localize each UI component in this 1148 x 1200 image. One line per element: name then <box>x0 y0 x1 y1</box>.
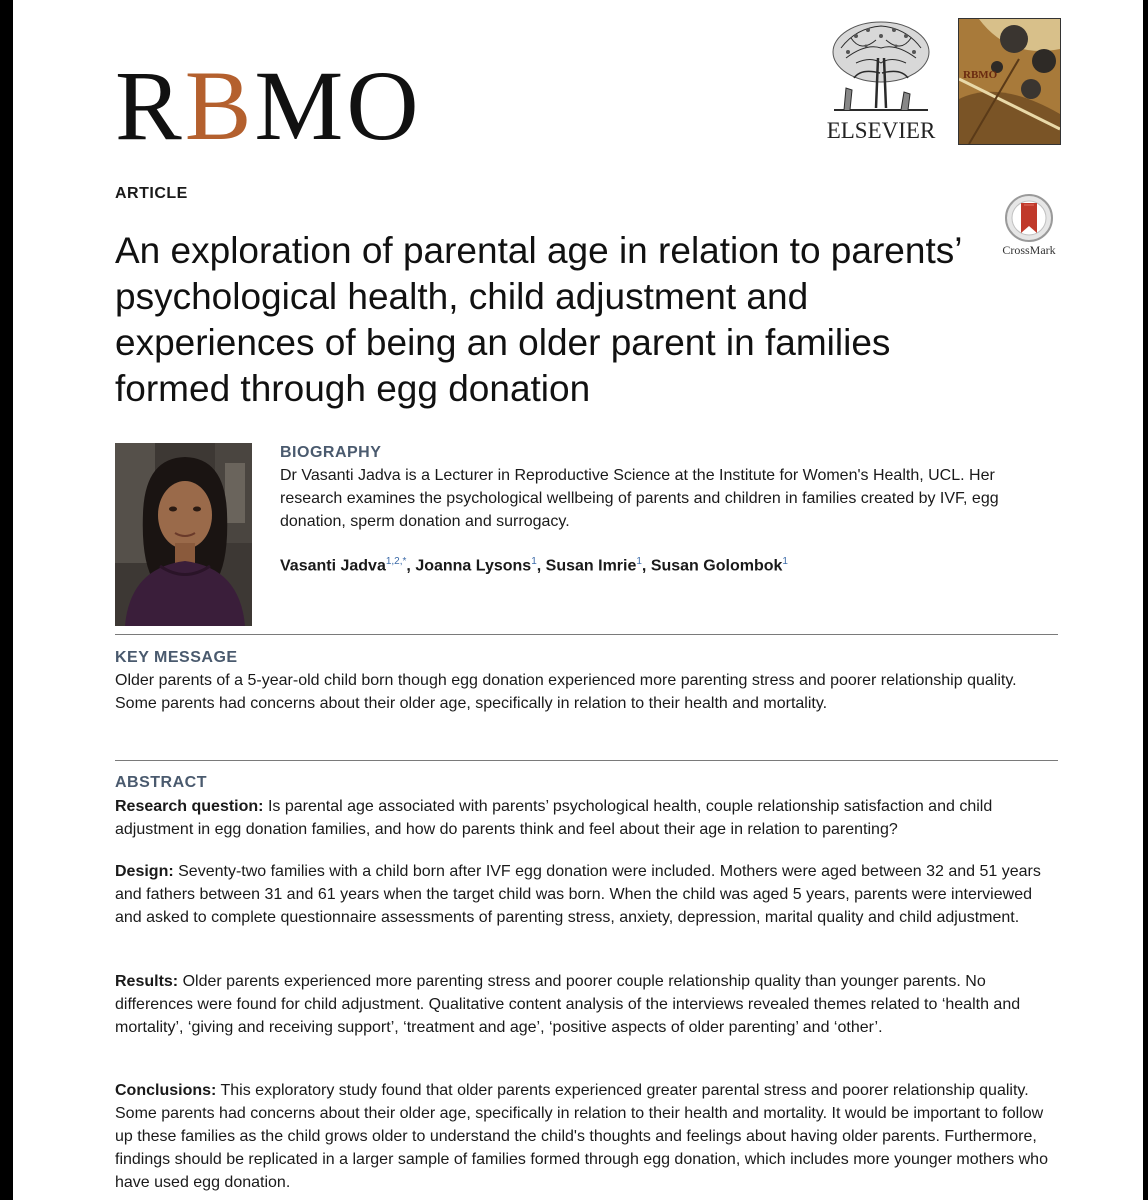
author-list: Vasanti Jadva$^{1,2,*}$, Joanna Lysons$^1$, Susan Imrie$^1$, Susan Golombok$^1$ <box>280 556 788 575</box>
author-photo <box>115 443 252 626</box>
article-title: An exploration of parental age in relation to parents’ psychological health, child adjustment and experiences of being an older parent in families formed through egg donation <box>115 230 962 409</box>
author-name[interactable]: Joanna Lysons <box>415 557 532 575</box>
author-affiliation[interactable]: 1,2,* <box>385 556 407 567</box>
biography-heading: BIOGRAPHY <box>280 444 382 461</box>
abstract-research-question <box>115 795 1055 841</box>
journal-logo-accent: B <box>184 50 255 161</box>
author-name[interactable]: Susan Imrie <box>545 557 637 575</box>
author-affiliation[interactable]: 1 <box>636 556 642 567</box>
elsevier-logo[interactable] <box>822 18 940 146</box>
journal-logo[interactable] <box>115 50 422 161</box>
abstract-results <box>115 970 1055 1039</box>
biography-text: Dr Vasanti Jadva is a Lecturer in Reproductive Science at the Institute for Women's Health, UCL. Her research examines the psychological wellbeing of parents and children in families created by IVF, egg donation, sperm donation and surrogacy. <box>280 467 999 530</box>
cover-artwork-icon <box>959 19 1060 144</box>
cover-journal-label: RBMO <box>963 69 998 81</box>
journal-logo-part1: R <box>115 50 185 161</box>
key-message-heading: KEY MESSAGE <box>115 649 238 666</box>
right-edge-bar <box>1143 0 1148 1200</box>
conclusions-text: This exploratory study found that older parents experienced greater parental stress and poorer relationship quality. Some parents had concerns about their older age, specifically in relation to their health and mortality. It would be important to follow up these families as the child grows older to understand the child's thoughts and feelings about having older parents. Furthermore, findings should be replicated in a larger sample of families formed through egg donation, which includes more younger mothers who have used egg donation. <box>115 1082 1048 1191</box>
author-name[interactable]: Vasanti Jadva <box>280 557 386 575</box>
elsevier-wordmark: ELSEVIER <box>826 118 936 143</box>
research-question-label: Research question: <box>115 798 264 815</box>
conclusions-label: Conclusions: <box>115 1082 217 1099</box>
crossmark-label: CrossMark <box>1002 243 1056 257</box>
design-label: Design: <box>115 863 174 880</box>
author-affiliation[interactable]: 1 <box>531 556 537 567</box>
journal-logo-part2: MO <box>254 50 422 161</box>
key-message-text: Older parents of a 5-year-old child born though egg donation experienced more parenting stress and poorer relationship quality. Some parents had concerns about their older age, specifically in relation to their health and mortality. <box>115 672 1017 712</box>
divider <box>115 760 1058 761</box>
author-portrait-icon <box>115 443 252 626</box>
author-name[interactable]: Susan Golombok <box>650 557 783 575</box>
abstract-design <box>115 860 1055 929</box>
author-affiliation[interactable]: 1 <box>782 556 788 567</box>
abstract-heading: ABSTRACT <box>115 774 207 791</box>
design-text: Seventy-two families with a child born after IVF egg donation were included. Mothers were aged between 32 and 51 years and fathers between 31 and 61 years when the target child was born. When the child was aged 5 years, parents were interviewed and asked to complete questionnaire assessments of parenting stress, anxiety, depression, marital quality and child adjustment. <box>115 863 1041 926</box>
article-type-label: ARTICLE <box>115 185 188 202</box>
abstract-conclusions <box>115 1079 1055 1194</box>
divider <box>115 634 1058 635</box>
elsevier-tree-icon <box>826 18 936 116</box>
research-question-text: Is parental age associated with parents’ psychological health, couple relationship satisfaction and child adjustment in egg donation families, and how do parents think and feel about their age in relation to parenting? <box>115 798 993 838</box>
left-edge-bar <box>0 0 13 1200</box>
journal-cover-thumbnail[interactable] <box>958 18 1061 145</box>
results-text: Older parents experienced more parenting stress and poorer couple relationship quality than younger parents. No differences were found for child adjustment. Qualitative content analysis of the interviews revealed themes related to ‘health and mortality’, ‘giving and receiving support’, ‘treatment and age’, ‘positive aspects of older parenting’ and ‘other’. <box>115 973 1021 1036</box>
results-label: Results: <box>115 973 179 990</box>
